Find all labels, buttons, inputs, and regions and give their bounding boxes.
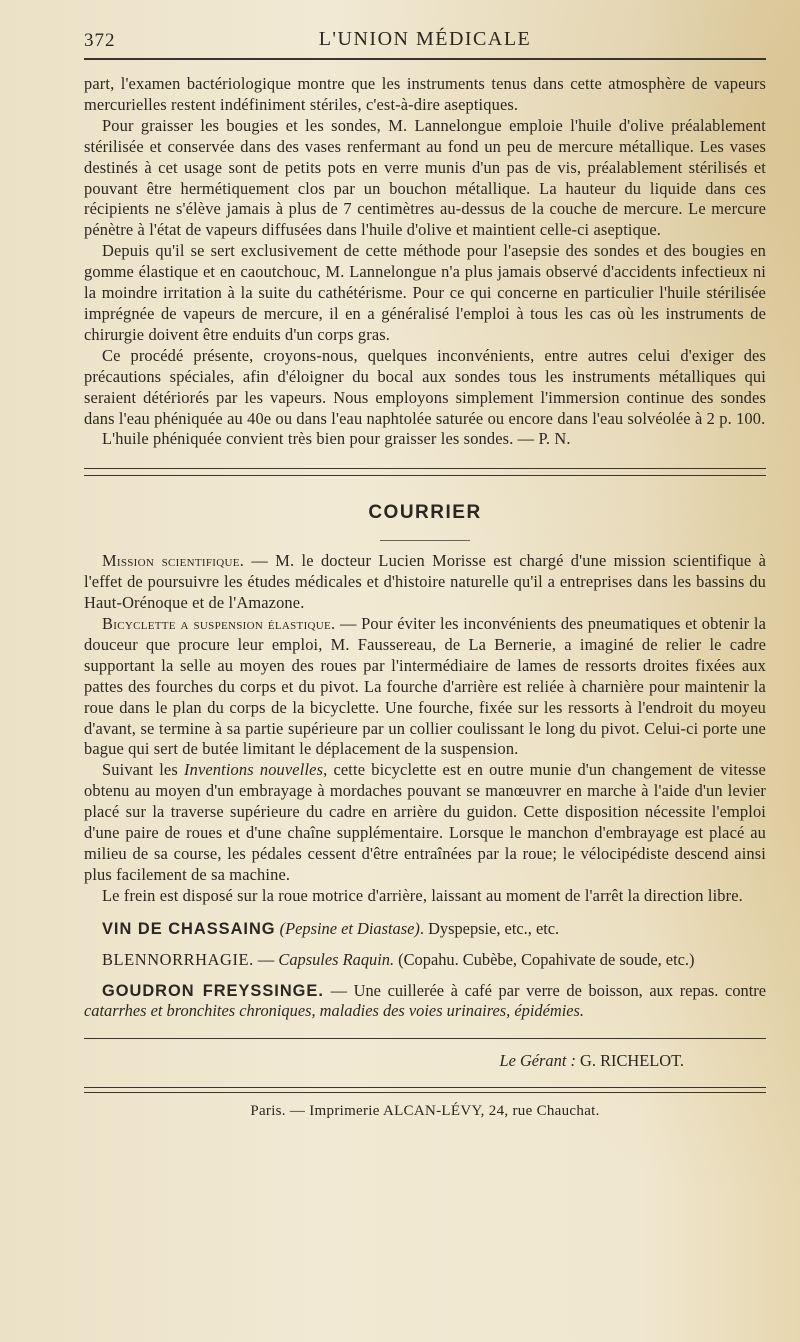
- news-item-frein: Le frein est disposé sur la roue motrice d'arrière, laissant au moment de l'arrêt la direction libre.: [102, 885, 743, 905]
- news-item-label: Mission scientifique.: [102, 551, 245, 571]
- ad-name: BLENNORRHAGIE.: [102, 949, 254, 969]
- ad-chassaing: [84, 919, 766, 940]
- ad-goudron: [84, 981, 766, 1023]
- article-continuation: [84, 74, 766, 450]
- ad-product: Capsules Raquin.: [278, 949, 395, 969]
- article-paragraph: Ce procédé présente, croyons-nous, quelques inconvénients, entre autres celui d'exiger des précautions spéciales, afin d'éloigner du bocal aux sondes tous les instruments métalliques qui seraient détériorés par les vapeurs. Nous employons simplement l'immersion continue des sondes dans l'eau phéniquée au 40e ou dans l'eau naphtolée saturée ou encore dans l'eau solvéolée à 2 p. 100.: [84, 345, 766, 428]
- news-item-bicyclette: [84, 614, 766, 760]
- footer-divider: [84, 1038, 766, 1039]
- gerant-signature: [84, 1051, 766, 1071]
- ad-text: . Dyspepsie, etc., etc.: [419, 918, 560, 938]
- continuation-text: , cette bicyclette est en outre munie d'un changement de vitesse obtenu au moyen d'un embrayage à mordaches pouvant se manœuvrer en marche à l'aide d'un levier placé sur la traverse supérieure du cadre en arrière du guidon. Cette disposition nécessite l'emploi d'une paire de roues et d'une chaîne supplémentaire. Lorsque le manchon d'embrayage est placé au milieu de sa course, les pédales cessent d'être entraînées par la roue; le vélocipédiste descend ainsi plus facilement de sa machine.: [84, 760, 766, 884]
- courrier-heading: COURRIER: [368, 502, 482, 524]
- page-number: 372: [84, 30, 116, 51]
- running-head: [84, 18, 766, 60]
- ad-indications: catarrhes et bronchites chroniques, maladies des voies urinaires, épidémies.: [84, 1001, 584, 1021]
- ad-name: GOUDRON FREYSSINGE.: [102, 981, 324, 1000]
- ad-name: VIN DE CHASSAING: [102, 919, 276, 938]
- ad-detail: (Pepsine et Diastase): [279, 918, 420, 938]
- news-item-continuation: [84, 760, 766, 885]
- continuation-lead: Suivant les: [102, 760, 184, 780]
- article-paragraph: Pour graisser les bougies et les sondes, M. Lannelongue emploie l'huile d'olive préalablement stérilisée et conservée dans des vases renfermant au fond un peu de mercure métallique. Les vases destinés à cet usage sont de petits pots en verre munis d'un pas de vis, préalablement stérilisés et pouvant être hermétiquement clos par un bouchon métallique. La hauteur du liquide dans ces récipients ne s'élève jamais à plus de 7 centimètres au-dessus de la couche de mercure. Le mercure pénètre à l'état de vapeurs diffusées dans l'huile d'olive et maintient celle-ci aseptique.: [84, 115, 766, 240]
- imprint-divider: [84, 1087, 766, 1093]
- news-item-mission: [84, 551, 766, 614]
- article-paragraph: part, l'examen bactériologique montre que les instruments tenus dans cette atmosphère de vapeurs mercurielles restent indéfiniment stériles, c'est-à-dire aseptiques.: [84, 74, 766, 114]
- news-item-text: — Pour éviter les inconvénients des pneumatiques et obtenir la douceur que procure leur emploi, M. Faussereau, de La Bernerie, a imaginé de relier le cadre supportant la selle au moyen des roues par l'intermédiaire de lames de ressorts droites fixées aux pattes des fourches du corps et du pivot. La fourche d'arrière est reliée à charnière pour maintenir la roue dans le plan du corps de la bicyclette. Une fourche, fixée sur les ressorts à l'endroit du moyeu d'avant, se termine à sa partie supérieure par un collier coulissant le long du pivot. Celui-ci porte une bague qui sert de butée limitant le déplacement de la suspension.: [84, 614, 766, 759]
- printer-imprint: Paris. — Imprimerie ALCAN-LÉVY, 24, rue Chauchat.: [250, 1103, 600, 1120]
- ad-text: (Copahu. Cubèbe, Copahivate de soude, etc.): [394, 949, 695, 969]
- news-item-label: Bicyclette a suspension élastique.: [102, 614, 336, 634]
- article-signature-paragraph: L'huile phéniquée convient très bien pour graisser les sondes. — P. N.: [102, 429, 571, 449]
- gerant-label: Le Gérant :: [499, 1051, 576, 1071]
- section-divider: [84, 468, 766, 476]
- courrier-section: [84, 551, 766, 906]
- journal-title: L'UNION MÉDICALE: [318, 28, 532, 50]
- ad-blennorrhagie: BLENNORRHAGIE. — Capsules Raquin. (Copahu. Cubèbe, Copahivate de soude, etc.): [102, 949, 695, 969]
- heading-underline: [380, 540, 470, 541]
- source-title: Inventions nouvelles: [183, 760, 324, 780]
- journal-page: [84, 18, 766, 1120]
- article-paragraph: Depuis qu'il se sert exclusivement de cette méthode pour l'asepsie des sondes et des bougies en gomme élastique et en caoutchouc, M. Lannelongue n'a plus jamais observé d'accidents infectieux ni la moindre irritation à la suite du cathétérisme. Pour ce qui concerne en particulier l'huile stérilisée imprégnée de vapeurs de mercure, il en a généralisé l'emploi à tous les cas où les instruments de chirurgie doivent être enduits d'un corps gras.: [84, 241, 766, 344]
- news-item-text: — M. le docteur Lucien Morisse est chargé d'une mission scientifique à l'effet de poursuivre les études médicales et d'histoire naturelle qu'il a entreprises dans les bassins du Haut-Orénoque et de l'Amazone.: [84, 551, 766, 613]
- ad-text: — Une cuillerée à café par verre de boisson, aux repas. contre: [323, 980, 767, 1000]
- gerant-name: G. RICHELOT.: [580, 1051, 684, 1071]
